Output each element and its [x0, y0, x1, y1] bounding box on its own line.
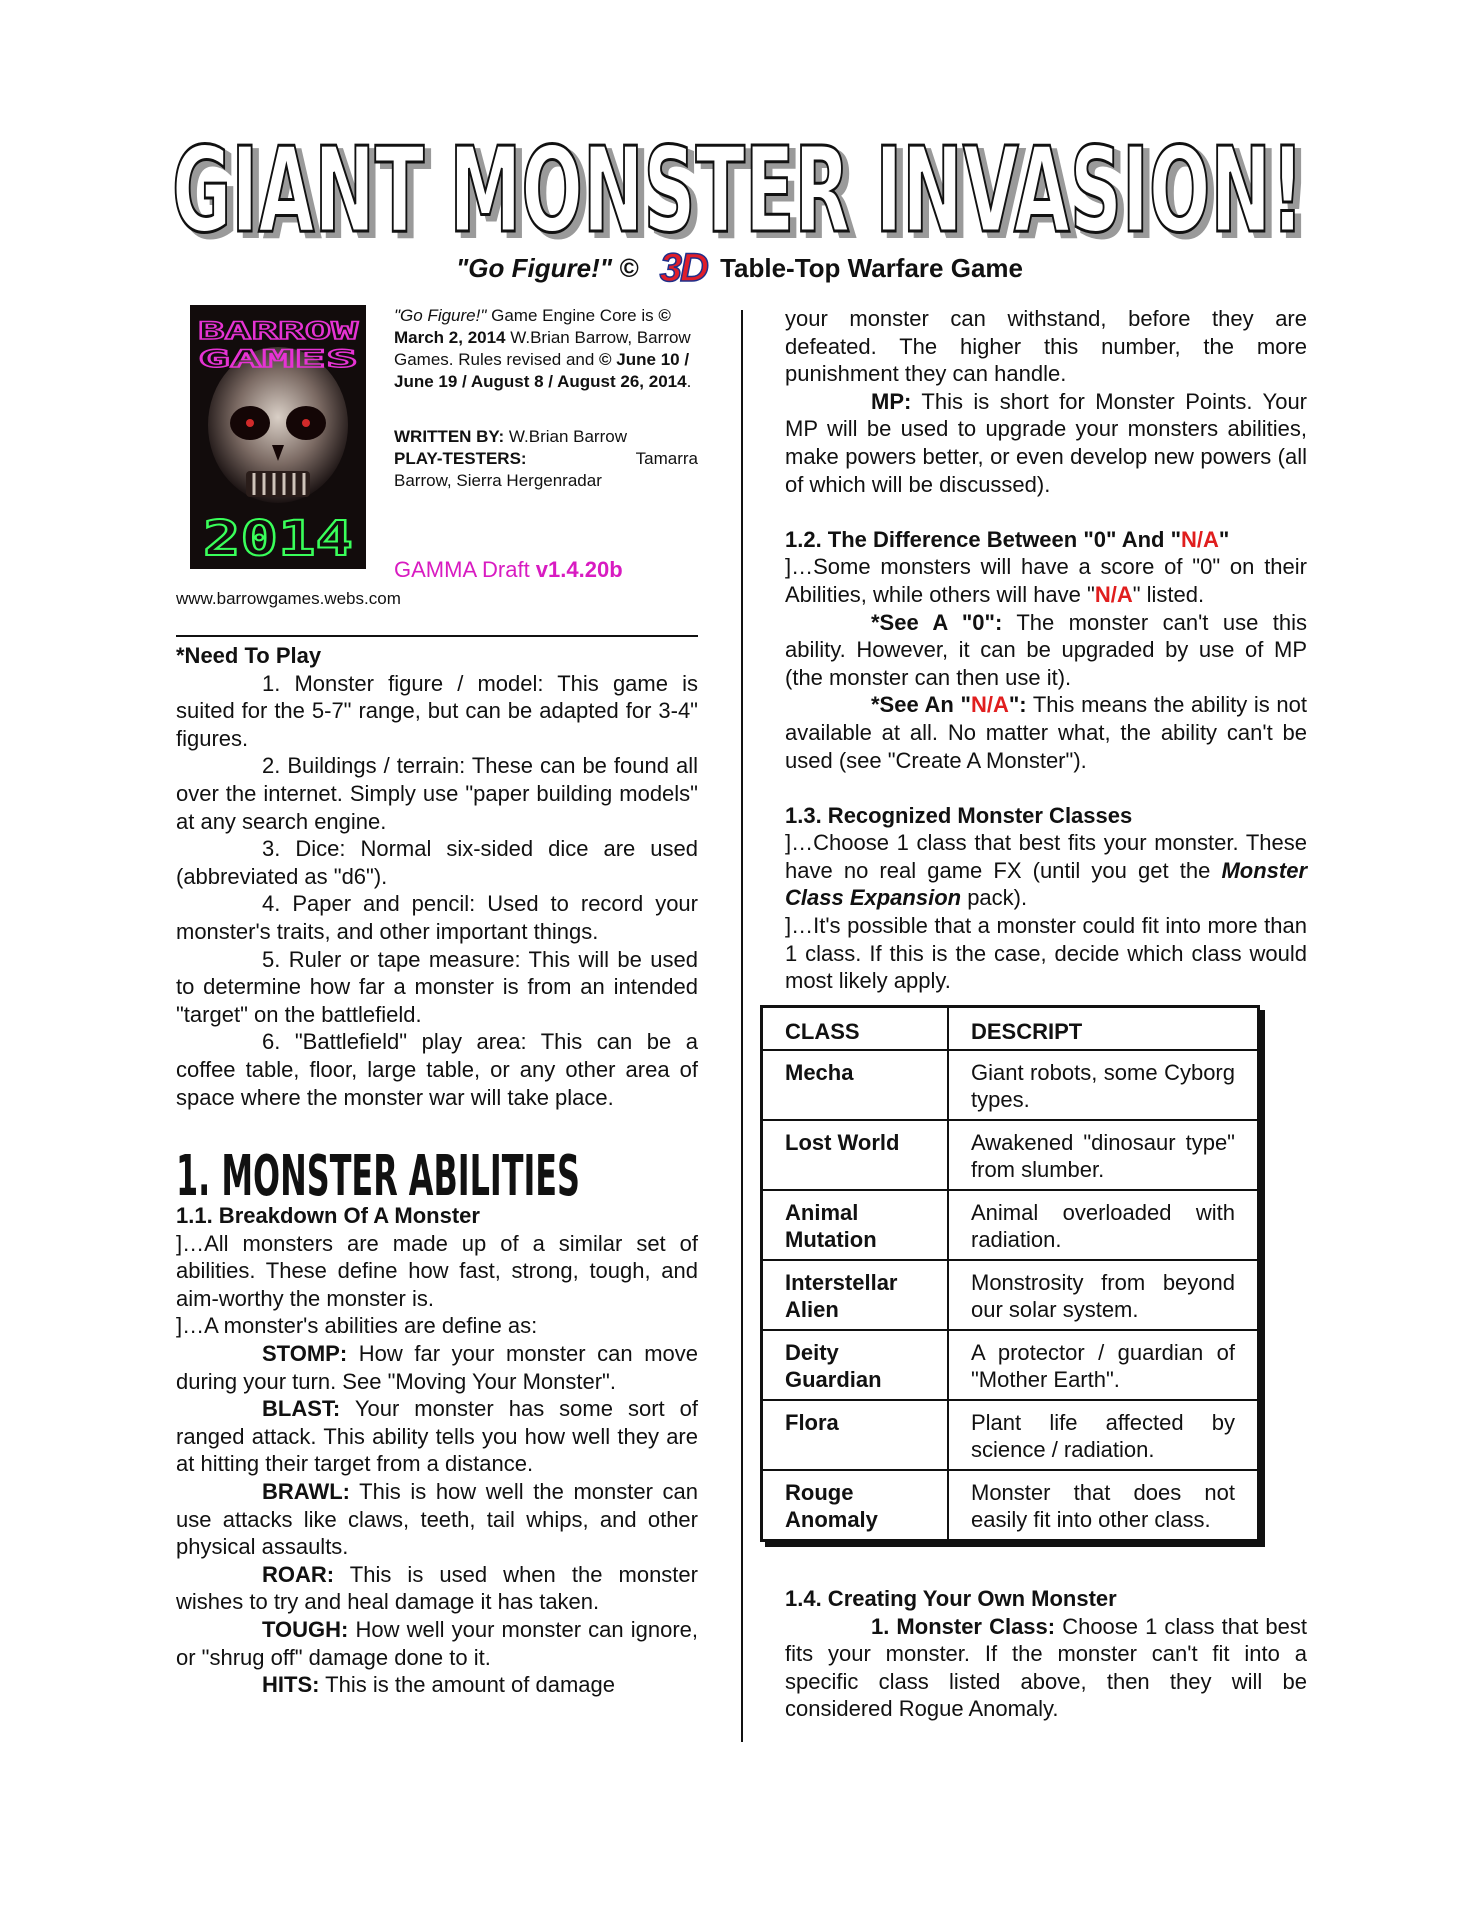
skull-icon — [190, 305, 366, 569]
column-divider — [741, 310, 743, 1742]
see-na: *See An "N/A": This means the ability is not available at all. No matter what, the ability can't be used (see "Create A Monster"). — [785, 692, 1308, 773]
website-link[interactable]: www.barrowgames.webs.com — [176, 589, 401, 608]
paragraph: ]…All monsters are made up of a similar set of abilities. These define how fast, strong, tough, and aim-worthy the monster is. — [176, 1230, 698, 1311]
see-zero: *See A "0": The monster can't use this ability. However, it can be upgraded by use of MP (the monster can then use it). — [785, 609, 1307, 690]
list-item: 3. Dice: Normal six-sided dice are used (abbreviated as "d6"). — [176, 836, 698, 889]
ability-blast: BLAST: Your monster has some sort of ranged attack. This ability tells you how well they are at hitting their target from a distance. — [176, 1396, 698, 1477]
list-item: 2. Buildings / terrain: These can be found all over the internet. Simply use "paper building models" at any search engine. — [176, 753, 698, 834]
ability-roar: ROAR: This is used when the monster wishes to try and heal damage it has taken. — [176, 1561, 698, 1615]
descript-cell: Giant robots, some Cyborg types. — [948, 1050, 1259, 1120]
paragraph: ]…A monster's abilities are define as: — [176, 1313, 538, 1339]
descript-cell: Animal overloaded with radiation. — [948, 1190, 1259, 1260]
paragraph: ]…Some monsters will have a score of "0" on their Abilities, while others will have "N/A" listed. — [785, 554, 1307, 607]
spacer — [785, 774, 1307, 802]
class-table — [760, 1005, 1260, 1542]
class-cell: Flora — [762, 1400, 949, 1470]
section-title — [176, 1143, 698, 1208]
cover-logo-mid: GAMES — [198, 345, 358, 373]
paragraph: 1. Monster Class: Choose 1 class that best fits your monster. If the monster can't fit into a specific class listed above, then they will be considered Rogue Anomaly. — [785, 1613, 1307, 1722]
descript-cell: Plant life affected by science / radiation. — [948, 1400, 1259, 1470]
list-item: 6. "Battlefield" play area: This can be a coffee table, floor, large table, or any other area of space where the monster war will take place. — [176, 1029, 698, 1110]
paragraph: ]…Choose 1 class that best fits your monster. These have no real game FX (until you get the Monster Class Expansion pack). — [785, 830, 1307, 911]
abilities-section — [176, 1202, 698, 1699]
class-cell: Rouge Anomaly — [762, 1470, 949, 1541]
ability-tough: TOUGH: How well your monster can ignore, or "shrug off" damage done to it. — [176, 1616, 698, 1670]
document-title — [170, 140, 1310, 250]
list-item: 4. Paper and pencil: Used to record your monster's traits, and other important things. — [176, 891, 698, 944]
class-cell: Animal Mutation — [762, 1190, 949, 1260]
table-row — [762, 1470, 1259, 1541]
descript-cell: Awakened "dinosaur type" from slumber. — [948, 1120, 1259, 1190]
column-header-descript: DESCRIPT — [948, 1007, 1259, 1051]
credits-block — [394, 305, 698, 492]
ability-hits: HITS: This is the amount of damage — [262, 1672, 615, 1698]
written-by: WRITTEN BY: W.Brian Barrow — [394, 427, 627, 446]
descript-cell: Monster that does not easily fit into other class. — [948, 1470, 1259, 1541]
class-cell: Mecha — [762, 1050, 949, 1120]
engine-copyright: "Go Figure!" Game Engine Core is © March 2, 2014 W.Brian Barrow, Barrow Games. Rules revised and © June 10 / June 19 / August 8 / August 26, 2014. — [394, 306, 692, 391]
title-graphic — [170, 140, 1310, 250]
column-header-class: CLASS — [762, 1007, 949, 1051]
creating-monster-section — [785, 1585, 1307, 1723]
ability-mp: MP: This is short for Monster Points. Your MP will be used to upgrade your monsters abilities, make powers better, or even develop new powers (all of which will be discussed). — [785, 388, 1307, 497]
section-title-graphic — [176, 1143, 698, 1203]
class-table-wrap — [760, 1005, 1260, 1542]
cover-logo-year: 2014 — [203, 511, 353, 567]
table-row — [762, 1190, 1259, 1260]
subheading-zero-na: 1.2. The Difference Between "0" And "N/A" — [785, 526, 1230, 552]
table-header-row — [762, 1007, 1259, 1051]
subheading-classes: 1.3. Recognized Monster Classes — [785, 802, 1133, 828]
list-item: 5. Ruler or tape measure: This will be used to determine how far a monster is from an intended "target" on the battlefield. — [176, 946, 698, 1027]
subheading: 1.1. Breakdown Of A Monster — [176, 1203, 480, 1228]
version-label: GAMMA Draft v1.4.20b — [394, 557, 623, 582]
table-row — [762, 1330, 1259, 1400]
section-title-text: 1. MONSTER ABILITIES — [176, 1144, 580, 1203]
ability-brawl: BRAWL: This is how well the monster can use attacks like claws, teeth, tail whips, and other physical assaults. — [176, 1478, 698, 1560]
title-text: GIANT MONSTER INVASION! — [172, 140, 1304, 250]
divider — [176, 635, 698, 637]
subtitle-rest: Table-Top Warfare Game — [720, 253, 1023, 283]
table-row — [762, 1260, 1259, 1330]
subheading-creating: 1.4. Creating Your Own Monster — [785, 1586, 1117, 1611]
need-to-play-section — [176, 642, 698, 1111]
hits-continued: your monster can withstand, before they are defeated. The higher this number, the more punishment they can handle. — [785, 306, 1307, 387]
list-item: 1. Monster figure / model: This game is suited for the 5-7" range, but can be adapted for 3-4" figures. — [176, 670, 698, 751]
need-heading: *Need To Play — [176, 643, 322, 668]
table-row — [762, 1050, 1259, 1120]
3d-logo: 3D — [659, 246, 707, 290]
subtitle — [0, 246, 1479, 291]
table-row — [762, 1400, 1259, 1470]
class-cell: Interstellar Alien — [762, 1260, 949, 1330]
class-cell: Deity Guardian — [762, 1330, 949, 1400]
descript-cell: Monstrosity from beyond our solar system. — [948, 1260, 1259, 1330]
paragraph: ]…It's possible that a monster could fit into more than 1 class. If this is the case, decide which class would most likely apply. — [785, 913, 1307, 994]
ability-stomp: STOMP: How far your monster can move during your turn. See "Moving Your Monster". — [176, 1340, 698, 1394]
cover-image — [190, 305, 366, 569]
descript-cell: A protector / guardian of "Mother Earth". — [948, 1330, 1259, 1400]
spacer — [785, 498, 1307, 526]
cover-logo-top: BARROW — [198, 317, 360, 345]
table-row — [762, 1120, 1259, 1190]
title-shadow: GIANT MONSTER INVASION! — [178, 140, 1310, 250]
play-testers: PLAY-TESTERS: Tamarra Barrow, Sierra Hergenradar — [394, 449, 698, 490]
class-cell: Lost World — [762, 1120, 949, 1190]
subtitle-quote: "Go Figure!" © — [455, 253, 639, 283]
